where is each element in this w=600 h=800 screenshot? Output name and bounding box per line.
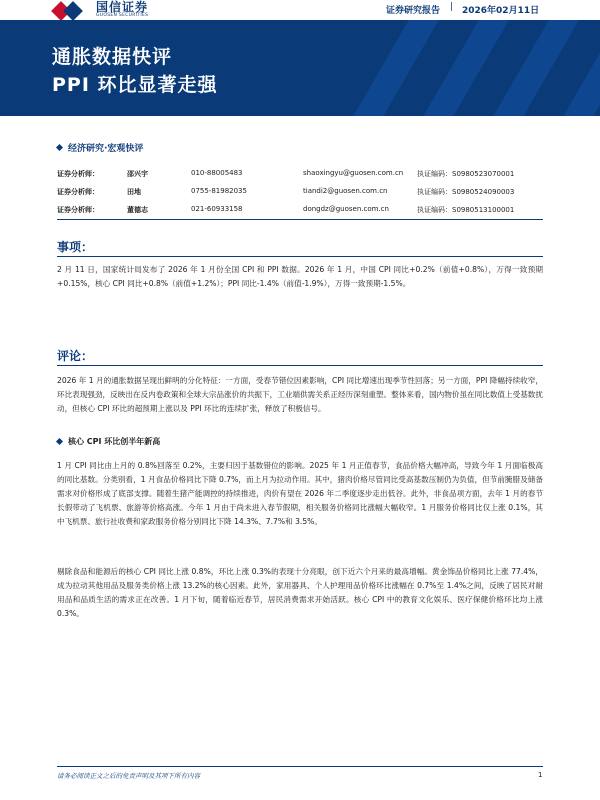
analyst-cert: 执证编码：S0980513100001: [417, 206, 515, 214]
event-text: 2 月 11 日，国家统计局发布了 2026 年 1 月份全国 CPI 和 PPI 数据。2026 年 1 月，中国 CPI 同比+0.2%（前值+0.8%），万得一致预期+0.15%，核心 CPI 同比+0.8%（前值+1.2%）；PPI 同比-1.4%（前值-1.9%），万得一致预期-1.5%。: [57, 265, 543, 288]
analyst-email[interactable]: dongdz@guosen.com.cn: [303, 205, 389, 213]
category-label: 经济研究·宏观快评: [68, 144, 144, 154]
diamond-bullet-icon: [56, 144, 63, 151]
comment-paragraph-2: 剔除食品和能源后的核心 CPI 同比上涨 0.8%，环比上涨 0.3%的表现十分亮眼，创下近六个月来的最高增幅。黄金饰品价格同比上涨 77.4%，成为拉动其他用品及服务类价格上涨 13.2%的核心因素。此外，家用器具、个人护理用品价格环比涨幅在 0.7%至 1.4%之间，反映了居民对耐用品和品质生活的需求正在改善。1 月下旬，随着临近春节，居民消费需求开始活跃。核心 CPI 中的教育文化娱乐、医疗保健价格环比均上涨 0.3%。: [57, 567, 543, 618]
title-banner: [0, 20, 600, 116]
comment-paragraph-1: 1 月 CPI 同比由上月的 0.8%回落至 0.2%，主要归因于基数错位的影响。2025 年 1 月正值春节，食品价格大幅冲高，导致今年 1 月面临极高的同比基数。分类别看，1 月食品价格同比下降 0.7%，而上月为拉动作用。其中，猪肉价格尽管同比受高基数压制仍为负值，但节前腌腊及储备需求对价格形成了底部支撑。随着生猪产能调控的持续推进，肉价有望在 2026 年二季度逐步走出低谷。此外，非食品项方面，去年 1 月的春节长假带动了飞机票、旅游等价格高涨。今年 1 月由于尚未进入春节假期，相关服务价格同比涨幅大幅收窄。1 月服务价格同比仅上涨 0.1%，其中飞机票、旅行社收费和家政服务价格分别同比下降 14.3%、7.7%和 3.5%。: [57, 461, 543, 526]
company-logo: [52, 0, 148, 20]
logo-chinese-name: 国信证券: [96, 0, 149, 15]
report-category: [57, 141, 143, 154]
analyst-cert: 执证编码：S0980523070001: [417, 170, 515, 178]
analyst-name: 田地: [127, 188, 141, 196]
analyst-phone: 010-88005483: [191, 169, 243, 177]
report-date: 2026年02月11日: [462, 6, 540, 16]
logo-english-name: GUOSEN SECURITIES: [96, 13, 149, 19]
analyst-phone: 021-60933158: [191, 205, 243, 213]
top-strip: [0, 0, 600, 20]
analyst-phone: 0755-81982035: [191, 187, 247, 195]
page-number: 1: [538, 771, 543, 779]
analyst-email[interactable]: shaoxingyu@guosen.com.cn: [303, 169, 404, 177]
analyst-row: [57, 167, 577, 185]
analyst-role: 证券分析师：: [57, 170, 99, 178]
event-heading: 事项：: [57, 240, 94, 254]
footer-divider: [57, 766, 543, 767]
disclaimer-note: 请务必阅读正文之后的免责声明及其项下所有内容: [57, 772, 200, 780]
analyst-cert: 执证编码：S0980524090003: [417, 188, 515, 196]
divider: [57, 365, 543, 366]
analyst-name: 邵兴宇: [127, 170, 148, 178]
analyst-role: 证券分析师：: [57, 206, 99, 214]
comment-intro: 2026 年 1 月的通胀数据呈现出鲜明的分化特征：一方面，受春节错位因素影响，CPI 同比增速出现季节性回落；另一方面，PPI 降幅持续收窄，环比表现强劲，反映出在反内卷政策和全球大宗品涨价的共振下，工业端供需关系正经历深刻重塑。整体来看，国内物价虽在同比数值上受基数扰动，但核心 CPI 环比的超预期上涨以及 PPI 环比的连续扩张，释放了积极信号。: [57, 376, 543, 413]
banner-decoration: [340, 20, 600, 116]
logo-mark-icon: [52, 1, 94, 19]
analyst-list: [57, 167, 577, 221]
report-subtitle: PPI 环比显著走强: [52, 74, 218, 96]
analyst-email[interactable]: tiandi2@guosen.com.cn: [303, 187, 388, 195]
report-type: 证券研究报告: [386, 6, 441, 16]
analyst-row: [57, 185, 577, 203]
divider: [57, 256, 543, 257]
sub-heading: [57, 436, 160, 447]
diamond-bullet-icon: [56, 438, 63, 445]
divider: [57, 219, 543, 220]
analyst-name: 董德志: [127, 206, 148, 214]
header-separator: |: [450, 2, 454, 12]
report-title: 通胀数据快评: [52, 46, 173, 68]
comment-heading: 评论：: [57, 349, 94, 363]
sub-heading-label: 核心 CPI 环比创半年新高: [68, 437, 161, 446]
analyst-role: 证券分析师：: [57, 188, 99, 196]
